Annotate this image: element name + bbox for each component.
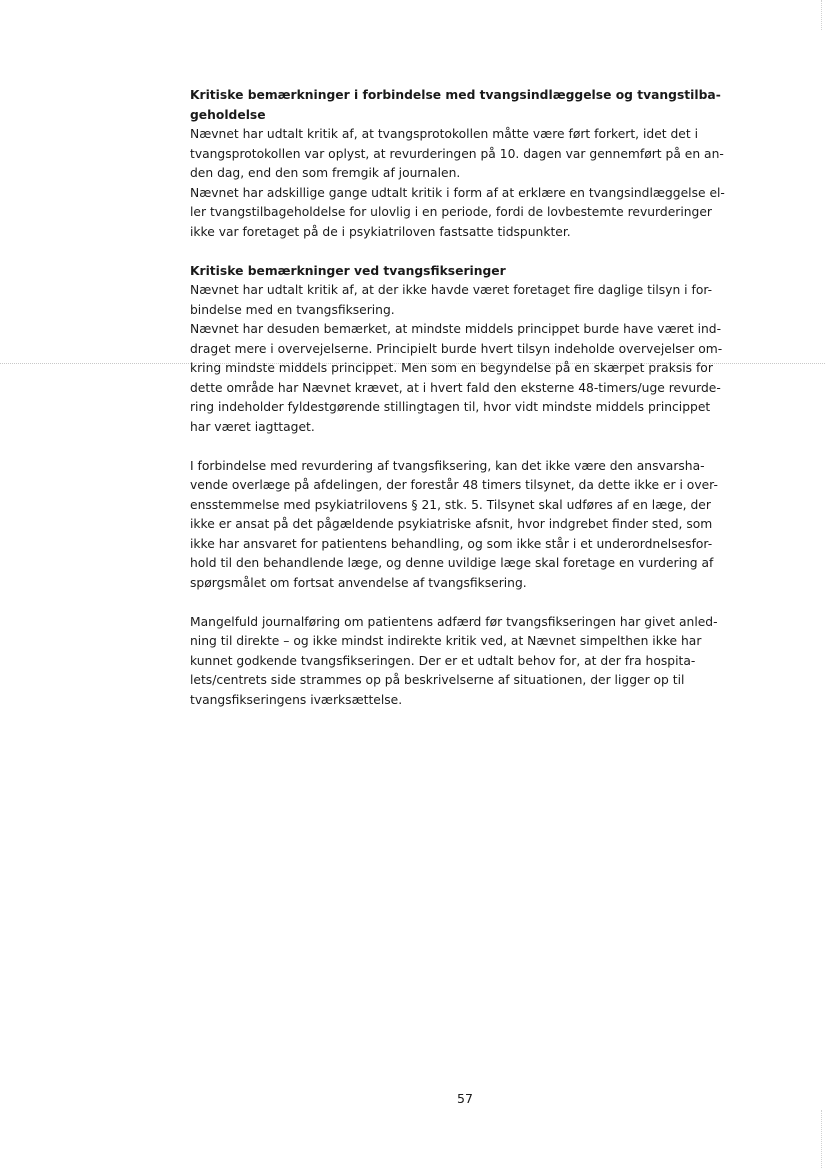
text-line: ning til direkte – og ikke mindst indirekte kritik ved, at Nævnet simpelthen ikke har [190, 634, 702, 648]
paragraph [190, 320, 750, 437]
text-line: bindelse med en tvangsfiksering. [190, 302, 395, 317]
text-line: har været iagttaget. [190, 419, 315, 434]
paragraph [190, 281, 750, 320]
text-line: I forbindelse med revurdering af tvangsfiksering, kan det ikke være den ansvarsha- [190, 458, 705, 473]
section-heading [190, 86, 750, 125]
text-line: tvangsfikseringens iværksættelse. [190, 692, 403, 707]
text-line: ikke er ansat på det pågældende psykiatriske afsnit, hvor indgrebet finder sted, som [190, 517, 713, 531]
paragraph-journalfoering [190, 613, 750, 711]
text-line: ikke har ansvaret for patientens behandling, og som ikke står i et underordnelsesfor- [190, 536, 713, 551]
page-number: 57 [457, 1091, 473, 1106]
section-heading [190, 262, 750, 282]
text-line: lets/centrets side strammes op på beskrivelserne af situationen, der ligger op til [190, 673, 685, 687]
text-line: ensstemmelse med psykiatrilovens § 21, stk. 5. Tilsynet skal udføres af en læge, der [190, 497, 711, 512]
text-line: Nævnet har desuden bemærket, at mindste middels princippet burde have været ind- [190, 322, 722, 336]
text-line: Mangelfuld journalføring om patientens adfærd før tvangsfikseringen har givet anled- [190, 614, 718, 629]
text-line: dette område har Nævnet krævet, at i hvert fald den eksterne 48-timers/uge revurde- [190, 380, 721, 395]
paragraph [190, 125, 750, 184]
text-line: kring mindste middels princippet. Men som en begyndelse på en skærpet praksis for [190, 361, 713, 375]
text-line: ikke var foretaget på de i psykiatriloven fastsatte tidspunkter. [190, 224, 571, 239]
heading-line: geholdelse [190, 107, 266, 122]
section-tvangsfikseringer [190, 262, 750, 438]
text-line: tvangsprotokollen var oplyst, at revurderingen på 10. dagen var gennemført på en an- [190, 146, 724, 161]
text-line: ring indeholder fyldestgørende stillingtagen til, hvor vidt mindste middels princippet [190, 400, 711, 414]
heading-line: Kritiske bemærkninger i forbindelse med tvangsindlæggelse og tvangstilba- [190, 88, 721, 102]
paragraph-revurdering [190, 457, 750, 594]
scan-edge-mark [821, 1110, 822, 1168]
text-line: spørgsmålet om fortsat anvendelse af tvangsfiksering. [190, 575, 527, 590]
text-line: Nævnet har adskillige gange udtalt kritik i form af at erklære en tvangsindlæggelse el- [190, 185, 725, 200]
page-content [190, 86, 750, 710]
text-line: vende overlæge på afdelingen, der forestår 48 timers tilsynet, da dette ikke er i over- [190, 478, 718, 492]
text-line: ler tvangstilbageholdelse for ulovlig i en periode, fordi de lovbestemte revurderinger [190, 205, 712, 219]
text-line: hold til den behandlende læge, og denne uvildige læge skal foretage en vurdering af [190, 556, 714, 570]
text-line: kunnet godkende tvangsfikseringen. Der er et udtalt behov for, at der fra hospita- [190, 653, 696, 668]
text-line: den dag, end den som fremgik af journalen. [190, 166, 461, 180]
heading-line: Kritiske bemærkninger ved tvangsfikseringer [190, 263, 506, 278]
text-line: Nævnet har udtalt kritik af, at tvangsprotokollen måtte være ført forkert, idet det i [190, 127, 699, 141]
scan-edge-mark [821, 0, 822, 30]
paragraph [190, 184, 750, 243]
section-tvangsindlaeggelse [190, 86, 750, 242]
text-line: Nævnet har udtalt kritik af, at der ikke havde været foretaget fire daglige tilsyn i for- [190, 283, 713, 297]
text-line: draget mere i overvejelserne. Principielt burde hvert tilsyn indeholde overvejelser om- [190, 341, 723, 356]
